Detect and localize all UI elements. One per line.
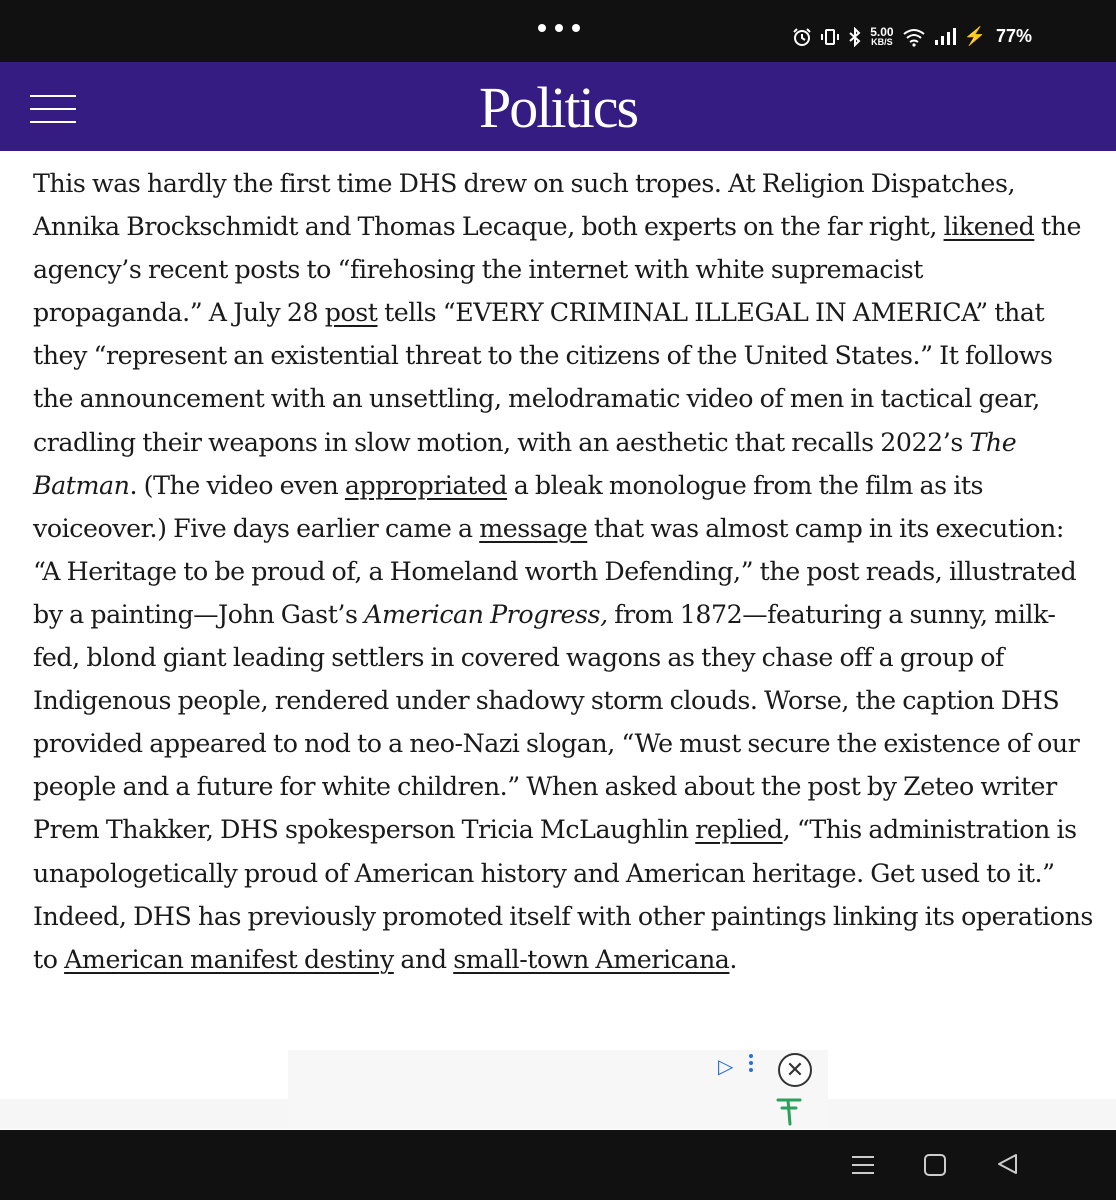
text-segment: the agency’s recent posts to “firehosing the internet with white supremacist propaganda.” A July 28 xyxy=(33,212,1082,328)
article-body xyxy=(33,162,1093,981)
link-manifest-destiny[interactable]: American manifest destiny xyxy=(64,944,394,974)
charging-icon: ⚡ xyxy=(963,26,986,46)
section-title[interactable]: Politics xyxy=(478,75,638,140)
text-segment: that was almost camp in its execution: “A Heritage to be proud of, a Homeland worth Defending,” the post reads, illustrated by a painting—John Gast’s xyxy=(33,513,1077,629)
ad-close-button[interactable] xyxy=(778,1053,812,1087)
close-icon: ✕ xyxy=(785,1057,805,1083)
text-segment: a bleak monologue from the film as its voiceover.) Five days earlier came a xyxy=(33,470,984,543)
text-segment: This was hardly the first time DHS drew on such tropes. At Religion Dispatches, Annika Brockschmidt and Thomas Lecaque, both experts on the far right, xyxy=(33,169,1016,242)
home-icon[interactable] xyxy=(924,1154,946,1176)
italic-film-title: The Batman xyxy=(33,427,1017,500)
vibrate-icon xyxy=(820,27,840,47)
ad-options-icon[interactable] xyxy=(749,1054,755,1075)
net-speed xyxy=(870,24,894,47)
status-bar xyxy=(0,0,1116,62)
text-segment: . xyxy=(729,944,738,974)
net-speed-unit: KB/S xyxy=(871,36,893,47)
link-appropriated[interactable]: appropriated xyxy=(344,470,508,500)
link-likened[interactable]: likened xyxy=(943,212,1035,242)
link-message[interactable]: message xyxy=(479,513,588,543)
net-speed-value: 5.00 xyxy=(870,24,894,39)
ad-choices-icon[interactable]: ▷ xyxy=(718,1054,734,1078)
text-segment: tells “EVERY CRIMINAL ILLEGAL IN AMERICA” that they “represent an existential threat to the citizens of the United States.” It follows the announcement with an unsettling, melodramatic video of men in tactical gear, cradling their weapons in slow motion, with an aesthetic that recalls 2022’s xyxy=(33,298,1053,457)
link-post[interactable]: post xyxy=(324,298,378,328)
status-icons xyxy=(792,26,1032,47)
text-segment: from 1872—featuring a sunny, milk-fed, blond giant leading settlers in covered wagons as they chase off a group of Indigenous people, rendered under shadowy storm clouds. Worse, the caption DHS provided appeared to nod to a neo-Nazi slogan, “We must secure the existence of our people and a future for white children.” When asked about the post by Zeteo writer Prem Thakker, DHS spokesperson Tricia McLaughlin xyxy=(33,599,1080,845)
battery-percentage: 77% xyxy=(995,26,1032,46)
text-segment: , “This administration is unapologetically proud of American history and American heritage. Get used to it.” Indeed, DHS has previously promoted itself with other paintings linking its operations to xyxy=(33,815,1093,974)
ad-brand-icon[interactable] xyxy=(776,1096,802,1126)
recents-icon[interactable] xyxy=(852,1154,874,1174)
italic-painting-title: American Progress, xyxy=(364,599,608,629)
site-header xyxy=(0,62,1116,151)
navigation-bar xyxy=(0,1130,1116,1200)
article-paragraph xyxy=(33,162,1093,981)
text-segment: and xyxy=(393,944,454,974)
back-icon[interactable] xyxy=(996,1152,1020,1176)
bluetooth-icon xyxy=(848,27,862,47)
signal-icon xyxy=(934,27,956,47)
text-segment: . (The video even xyxy=(129,470,345,500)
link-replied[interactable]: replied xyxy=(695,815,783,845)
alarm-icon xyxy=(792,27,812,47)
ad-container[interactable] xyxy=(288,1050,828,1129)
more-dots-icon xyxy=(538,24,580,32)
wifi-icon xyxy=(902,27,926,47)
link-small-town-americana[interactable]: small-town Americana xyxy=(453,944,730,974)
